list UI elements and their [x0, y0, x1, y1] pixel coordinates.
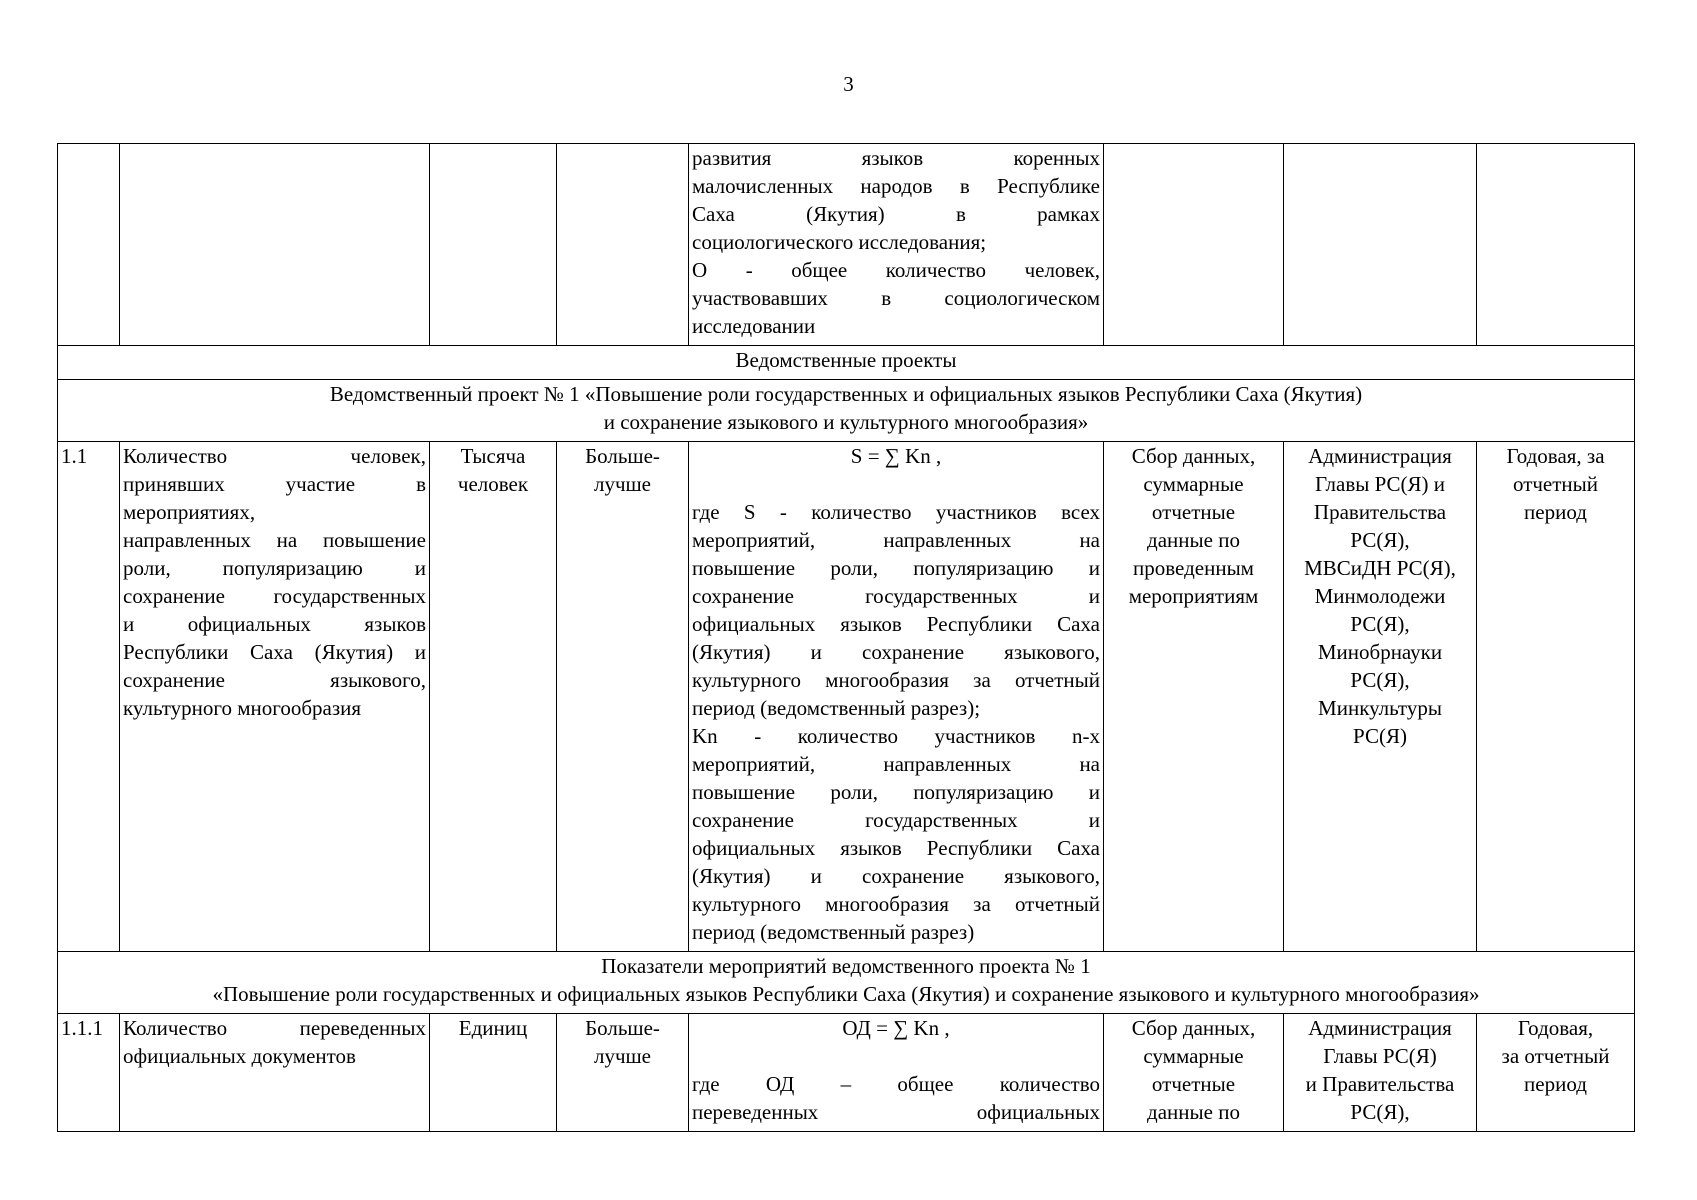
- name-line: роли, популяризацию и: [123, 556, 426, 580]
- project-header: [58, 380, 1635, 442]
- source-line: суммарные: [1143, 472, 1244, 496]
- name-line: направленных на повышение: [123, 528, 426, 552]
- cell-formula: [689, 144, 1104, 346]
- direction-line: Больше-: [585, 444, 660, 468]
- period-line: за отчетный: [1501, 1044, 1610, 1068]
- unit-line: человек: [457, 472, 529, 496]
- indicators-header-row: [58, 952, 1635, 1014]
- responsible-line: Минмолодежи: [1314, 584, 1446, 608]
- direction: [557, 1014, 689, 1132]
- formula-line: малочисленных народов в Республике: [692, 174, 1100, 198]
- formula-line: где S - количество участников всех: [692, 500, 1100, 524]
- unit-line: Тысяча: [460, 444, 526, 468]
- formula-line: период (ведомственный разрез);: [692, 696, 981, 720]
- indicators-header-line: Показатели мероприятий ведомственного проекта № 1: [601, 954, 1091, 978]
- responsible-line: Правительства: [1313, 500, 1447, 524]
- name-line: сохранение государственных: [123, 584, 426, 608]
- formula-line: мероприятий, направленных на: [692, 752, 1100, 776]
- direction-line: лучше: [593, 1044, 652, 1068]
- cell-period: [1477, 144, 1635, 346]
- formula-line: повышение роли, популяризацию и: [692, 556, 1100, 580]
- name-line: мероприятиях,: [123, 500, 256, 524]
- name-line: Количество человек,: [123, 444, 426, 468]
- cell-name: [120, 144, 430, 346]
- formula-line: переведенных официальных: [692, 1100, 1100, 1124]
- period: [1477, 442, 1635, 952]
- source-line: данные по: [1147, 528, 1240, 552]
- responsible-line: РС(Я),: [1350, 612, 1410, 636]
- project-header-row: [58, 380, 1635, 442]
- formula-expression: ОД = ∑ Kn ,: [842, 1016, 950, 1040]
- formula-line: О - общее количество человек,: [692, 258, 1100, 282]
- name-line: Республики Саха (Якутия) и: [123, 640, 426, 664]
- formula-line: сохранение государственных и: [692, 584, 1100, 608]
- page-number: 3: [843, 72, 854, 96]
- formula: [689, 442, 1104, 952]
- source-line: Сбор данных,: [1131, 1016, 1256, 1040]
- data-source: [1104, 442, 1284, 952]
- formula-line: где ОД – общее количество: [692, 1072, 1100, 1096]
- indicators-header-line: «Повышение роли государственных и официальных языков Республики Саха (Якутия) и сохранение языкового и культурного многообразия»: [212, 982, 1480, 1006]
- formula-line: социологического исследования;: [692, 230, 987, 254]
- responsible-line: РС(Я),: [1350, 668, 1410, 692]
- cell-unit: [430, 144, 557, 346]
- table-row: [58, 442, 1635, 952]
- responsible-line: Администрация: [1308, 444, 1452, 468]
- source-line: проведенным: [1133, 556, 1254, 580]
- formula-expression: S = ∑ Kn ,: [850, 444, 942, 468]
- indicators-header: [58, 952, 1635, 1014]
- name-line: официальных документов: [123, 1044, 356, 1068]
- table-row: [58, 1014, 1635, 1132]
- source-line: суммарные: [1143, 1044, 1244, 1068]
- responsible: [1284, 442, 1477, 952]
- direction-line: лучше: [593, 472, 652, 496]
- indicators-table: [57, 143, 1635, 1132]
- formula-line: культурного многообразия за отчетный: [692, 668, 1100, 692]
- formula-line: (Якутия) и сохранение языкового,: [692, 640, 1100, 664]
- formula-line: развития языков коренных: [692, 146, 1100, 170]
- unit: [430, 1014, 557, 1132]
- responsible-line: РС(Я): [1353, 724, 1407, 748]
- responsible-line: Главы РС(Я): [1323, 1044, 1437, 1068]
- indicator-name: [120, 1014, 430, 1132]
- source-line: Сбор данных,: [1131, 444, 1256, 468]
- project-header-line: и сохранение языкового и культурного многообразия»: [603, 410, 1089, 434]
- data-source: [1104, 1014, 1284, 1132]
- cell-responsible: [1284, 144, 1477, 346]
- formula-line: официальных языков Республики Саха: [692, 836, 1100, 860]
- responsible-line: и Правительства: [1305, 1072, 1455, 1096]
- period-line: отчетный: [1512, 472, 1599, 496]
- continuation-row: [58, 144, 1635, 346]
- period: [1477, 1014, 1635, 1132]
- section-header-row: [58, 346, 1635, 380]
- responsible-line: МВСиДН РС(Я),: [1304, 556, 1456, 580]
- formula-line: Kn - количество участников n-x: [692, 724, 1100, 748]
- row-number: 1.1.1: [58, 1014, 120, 1132]
- cell-source: [1104, 144, 1284, 346]
- source-line: данные по: [1147, 1100, 1240, 1124]
- name-line: Количество переведенных: [123, 1016, 426, 1040]
- formula-line: (Якутия) и сохранение языкового,: [692, 864, 1100, 888]
- period-line: период: [1524, 500, 1587, 524]
- responsible-line: РС(Я),: [1350, 528, 1410, 552]
- source-line: отчетные: [1151, 1072, 1236, 1096]
- responsible-line: Администрация: [1308, 1016, 1452, 1040]
- formula-line: культурного многообразия за отчетный: [692, 892, 1100, 916]
- period-line: период: [1524, 1072, 1587, 1096]
- unit-line: Единиц: [458, 1016, 528, 1040]
- formula-line: официальных языков Республики Саха: [692, 612, 1100, 636]
- name-line: культурного многообразия: [123, 696, 362, 720]
- indicator-name: [120, 442, 430, 952]
- row-number: 1.1: [58, 442, 120, 952]
- formula-line: сохранение государственных и: [692, 808, 1100, 832]
- period-line: Годовая,: [1517, 1016, 1594, 1040]
- cell-number: [58, 144, 120, 346]
- responsible-line: Минобрнауки: [1317, 640, 1443, 664]
- direction-line: Больше-: [585, 1016, 660, 1040]
- name-line: и официальных языков: [123, 612, 426, 636]
- formula-line: участвовавших в социологическом: [692, 286, 1100, 310]
- name-line: принявших участие в: [123, 472, 426, 496]
- period-line: Годовая, за: [1506, 444, 1605, 468]
- cell-direction: [557, 144, 689, 346]
- unit: [430, 442, 557, 952]
- section-header: Ведомственные проекты: [58, 346, 1635, 380]
- source-line: мероприятиям: [1128, 584, 1259, 608]
- formula-line: повышение роли, популяризацию и: [692, 780, 1100, 804]
- formula: [689, 1014, 1104, 1132]
- formula-line: период (ведомственный разрез): [692, 920, 975, 944]
- formula-line: мероприятий, направленных на: [692, 528, 1100, 552]
- formula-line: исследовании: [692, 314, 816, 338]
- formula-line: Саха (Якутия) в рамках: [692, 202, 1100, 226]
- name-line: сохранение языкового,: [123, 668, 426, 692]
- responsible: [1284, 1014, 1477, 1132]
- responsible-line: Главы РС(Я) и: [1314, 472, 1446, 496]
- source-line: отчетные: [1151, 500, 1236, 524]
- project-header-line: Ведомственный проект № 1 «Повышение роли государственных и официальных языков Республики Саха (Якутия): [329, 382, 1363, 406]
- responsible-line: РС(Я),: [1350, 1100, 1410, 1124]
- direction: [557, 442, 689, 952]
- responsible-line: Минкультуры: [1318, 696, 1442, 720]
